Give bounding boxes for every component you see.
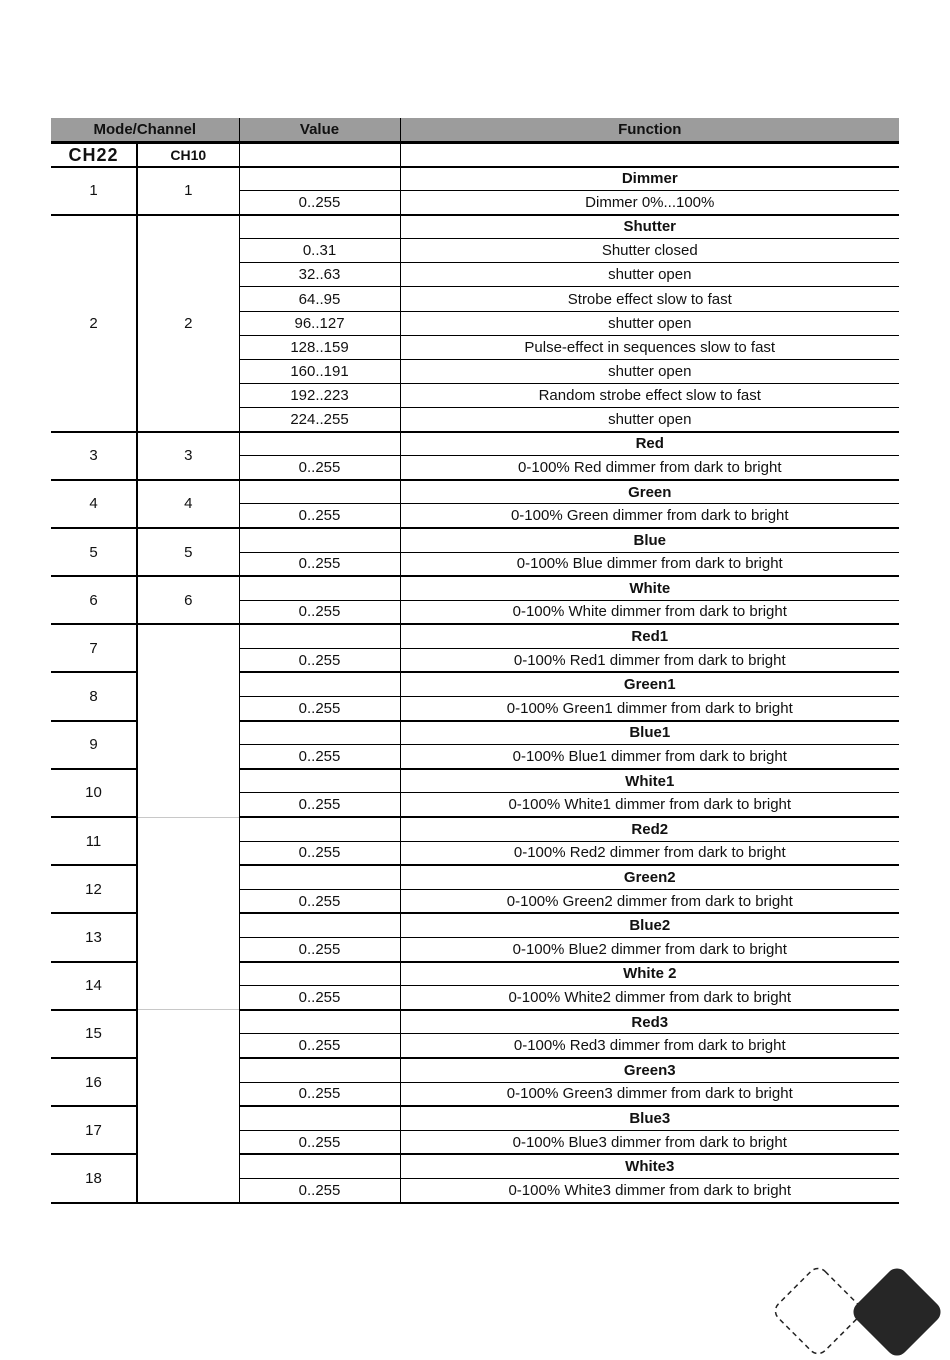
cell-function: Shutter closed xyxy=(400,239,899,263)
cell-function: shutter open xyxy=(400,359,899,383)
cell-function-title: Red2 xyxy=(400,817,899,841)
channel-ch10: 4 xyxy=(137,480,239,528)
cell-function-title: Blue xyxy=(400,528,899,552)
cell-value: 0..255 xyxy=(239,938,400,962)
cell-value: 0..255 xyxy=(239,1082,400,1106)
cell-function-title: Red3 xyxy=(400,1010,899,1034)
channel-ch22: 7 xyxy=(51,624,137,672)
cell-value xyxy=(239,480,400,504)
cell-value: 0..255 xyxy=(239,745,400,769)
cell-function: Strobe effect slow to fast xyxy=(400,287,899,311)
cell-value xyxy=(239,1154,400,1178)
cell-value: 0..255 xyxy=(239,1034,400,1058)
channel-ch22: 17 xyxy=(51,1106,137,1154)
cell-function-title: Red1 xyxy=(400,624,899,648)
header-value: Value xyxy=(239,118,400,142)
cell-function: Pulse-effect in sequences slow to fast xyxy=(400,335,899,359)
mode-function-empty xyxy=(400,142,899,167)
table-row xyxy=(51,817,899,841)
channel-ch22: 8 xyxy=(51,672,137,720)
cell-function-title: Blue1 xyxy=(400,721,899,745)
cell-value xyxy=(239,432,400,456)
channel-ch22: 12 xyxy=(51,865,137,913)
cell-function: Random strobe effect slow to fast xyxy=(400,383,899,407)
channel-ch22: 6 xyxy=(51,576,137,624)
cell-value: 0..255 xyxy=(239,1130,400,1154)
cell-function-title: Dimmer xyxy=(400,167,899,191)
cell-function-title: Blue3 xyxy=(400,1106,899,1130)
cell-value: 160..191 xyxy=(239,359,400,383)
mode-ch10: CH10 xyxy=(137,142,239,167)
table-row xyxy=(51,624,899,648)
cell-value xyxy=(239,913,400,937)
channel-ch22: 5 xyxy=(51,528,137,576)
channel-ch22: 10 xyxy=(51,769,137,817)
table-row xyxy=(51,528,899,552)
cell-value: 224..255 xyxy=(239,407,400,431)
channel-ch22: 18 xyxy=(51,1154,137,1202)
cell-value xyxy=(239,528,400,552)
dmx-channel-table xyxy=(51,118,899,1204)
channel-ch22: 1 xyxy=(51,167,137,215)
cell-function: 0-100% Green3 dimmer from dark to bright xyxy=(400,1082,899,1106)
cell-value: 0..31 xyxy=(239,239,400,263)
cell-value: 0..255 xyxy=(239,648,400,672)
table-row xyxy=(51,167,899,191)
cell-value: 64..95 xyxy=(239,287,400,311)
table-row xyxy=(51,480,899,504)
channel-ch22: 11 xyxy=(51,817,137,865)
cell-function: 0-100% Blue2 dimmer from dark to bright xyxy=(400,938,899,962)
cell-function-title: White3 xyxy=(400,1154,899,1178)
channel-ch10: 6 xyxy=(137,576,239,624)
cell-value xyxy=(239,865,400,889)
cell-function: 0-100% Blue dimmer from dark to bright xyxy=(400,552,899,576)
channel-ch10: 1 xyxy=(137,167,239,215)
cell-value: 0..255 xyxy=(239,986,400,1010)
cell-value xyxy=(239,672,400,696)
channel-ch22: 15 xyxy=(51,1010,137,1058)
channel-ch10 xyxy=(137,624,239,817)
cell-function: 0-100% Red dimmer from dark to bright xyxy=(400,456,899,480)
channel-ch10 xyxy=(137,817,239,1010)
cell-function-title: Green xyxy=(400,480,899,504)
channel-ch10: 2 xyxy=(137,215,239,432)
cell-value xyxy=(239,817,400,841)
cell-value: 192..223 xyxy=(239,383,400,407)
header-function: Function xyxy=(400,118,899,142)
cell-function: 0-100% White1 dimmer from dark to bright xyxy=(400,793,899,817)
cell-value: 0..255 xyxy=(239,504,400,528)
cell-value: 128..159 xyxy=(239,335,400,359)
cell-value: 32..63 xyxy=(239,263,400,287)
cell-function: 0-100% Green2 dimmer from dark to bright xyxy=(400,889,899,913)
cell-function: 0-100% Green dimmer from dark to bright xyxy=(400,504,899,528)
cell-function: 0-100% White3 dimmer from dark to bright xyxy=(400,1178,899,1202)
cell-function-title: Green1 xyxy=(400,672,899,696)
cell-value xyxy=(239,962,400,986)
cell-function: 0-100% Blue3 dimmer from dark to bright xyxy=(400,1130,899,1154)
cell-value xyxy=(239,215,400,239)
channel-ch22: 2 xyxy=(51,215,137,432)
channel-ch22: 3 xyxy=(51,432,137,480)
channel-ch10: 5 xyxy=(137,528,239,576)
cell-value xyxy=(239,624,400,648)
cell-value: 0..255 xyxy=(239,841,400,865)
cell-value xyxy=(239,721,400,745)
cell-function-title: Blue2 xyxy=(400,913,899,937)
cell-function: 0-100% Red3 dimmer from dark to bright xyxy=(400,1034,899,1058)
header-mode-channel: Mode/Channel xyxy=(51,118,239,142)
channel-ch22: 14 xyxy=(51,962,137,1010)
cell-function: shutter open xyxy=(400,407,899,431)
brand-diamond-logo xyxy=(760,1258,950,1360)
cell-value xyxy=(239,167,400,191)
mode-ch22: CH22 xyxy=(51,142,137,167)
mode-value-empty xyxy=(239,142,400,167)
channel-ch22: 9 xyxy=(51,721,137,769)
channel-ch22: 4 xyxy=(51,480,137,528)
cell-value: 0..255 xyxy=(239,889,400,913)
cell-value: 0..255 xyxy=(239,600,400,624)
cell-value xyxy=(239,1106,400,1130)
table-row xyxy=(51,576,899,600)
cell-function-title: White1 xyxy=(400,769,899,793)
cell-function-title: White xyxy=(400,576,899,600)
cell-function: 0-100% Green1 dimmer from dark to bright xyxy=(400,697,899,721)
cell-value xyxy=(239,769,400,793)
cell-function: shutter open xyxy=(400,311,899,335)
cell-function: 0-100% Red1 dimmer from dark to bright xyxy=(400,648,899,672)
cell-value: 96..127 xyxy=(239,311,400,335)
cell-function-title: Shutter xyxy=(400,215,899,239)
cell-function: Dimmer 0%...100% xyxy=(400,191,899,215)
cell-function: shutter open xyxy=(400,263,899,287)
cell-value xyxy=(239,1058,400,1082)
cell-value: 0..255 xyxy=(239,456,400,480)
cell-function: 0-100% White2 dimmer from dark to bright xyxy=(400,986,899,1010)
channel-ch22: 13 xyxy=(51,913,137,961)
channel-ch10 xyxy=(137,1010,239,1203)
cell-function-title: Green2 xyxy=(400,865,899,889)
cell-value: 0..255 xyxy=(239,1178,400,1202)
cell-function-title: Red xyxy=(400,432,899,456)
cell-value: 0..255 xyxy=(239,191,400,215)
cell-function: 0-100% White dimmer from dark to bright xyxy=(400,600,899,624)
cell-value: 0..255 xyxy=(239,552,400,576)
cell-function: 0-100% Blue1 dimmer from dark to bright xyxy=(400,745,899,769)
table-row xyxy=(51,1010,899,1034)
cell-value xyxy=(239,576,400,600)
table-row xyxy=(51,432,899,456)
cell-function-title: White 2 xyxy=(400,962,899,986)
cell-value: 0..255 xyxy=(239,793,400,817)
cell-function-title: Green3 xyxy=(400,1058,899,1082)
channel-ch22: 16 xyxy=(51,1058,137,1106)
cell-value xyxy=(239,1010,400,1034)
cell-value: 0..255 xyxy=(239,697,400,721)
channel-ch10: 3 xyxy=(137,432,239,480)
cell-function: 0-100% Red2 dimmer from dark to bright xyxy=(400,841,899,865)
table-row xyxy=(51,215,899,239)
